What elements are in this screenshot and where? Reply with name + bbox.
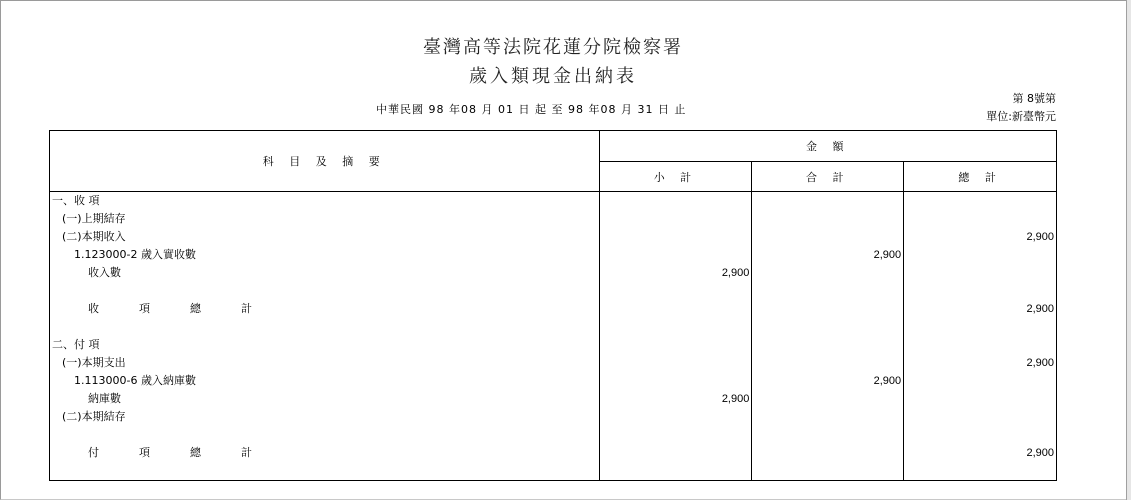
subtotal-cell bbox=[599, 210, 752, 228]
report-title: 歲入類現金出納表 bbox=[469, 66, 637, 87]
row-label bbox=[50, 426, 600, 444]
row-label bbox=[50, 390, 600, 408]
total-cell bbox=[752, 336, 904, 354]
total-cell bbox=[752, 210, 904, 228]
table-row bbox=[50, 390, 1057, 408]
table-row bbox=[50, 336, 1057, 354]
row-label-text: 1.113000-6 歲入納庫數 bbox=[74, 374, 196, 387]
row-label bbox=[50, 336, 600, 354]
grand-total-column-header: 總 計 bbox=[904, 162, 1057, 192]
row-label bbox=[50, 282, 600, 300]
subtotal-cell bbox=[599, 246, 752, 264]
row-label-text: 付項總計 bbox=[88, 446, 292, 459]
row-label bbox=[50, 210, 600, 228]
grand-total-cell bbox=[904, 462, 1057, 481]
total-cell bbox=[752, 264, 904, 282]
cash-statement-table bbox=[49, 130, 1057, 481]
agency-title: 臺灣高等法院花蓮分院檢察署 bbox=[423, 37, 683, 58]
table-row bbox=[50, 408, 1057, 426]
row-label-text: 收項總計 bbox=[88, 302, 292, 315]
grand-total-cell: 2,900 bbox=[904, 444, 1057, 462]
total-cell bbox=[752, 192, 904, 211]
table-row bbox=[50, 300, 1057, 318]
subtotal-cell bbox=[599, 282, 752, 300]
row-label-text: 一、收 項 bbox=[52, 194, 100, 207]
total-cell bbox=[752, 282, 904, 300]
total-cell bbox=[752, 408, 904, 426]
grand-total-cell bbox=[904, 390, 1057, 408]
row-label bbox=[50, 372, 600, 390]
subtotal-cell bbox=[599, 408, 752, 426]
row-label-text: 二、付 項 bbox=[52, 338, 100, 351]
subtotal-cell bbox=[599, 444, 752, 462]
subtotal-cell: 2,900 bbox=[599, 390, 752, 408]
subtotal-cell bbox=[599, 462, 752, 481]
row-label-text: (二)本期收入 bbox=[62, 230, 126, 243]
row-label-text: (一)上期結存 bbox=[62, 212, 126, 225]
total-cell bbox=[752, 318, 904, 336]
subtotal-cell bbox=[599, 372, 752, 390]
grand-total-cell bbox=[904, 372, 1057, 390]
scrollbar-track[interactable] bbox=[1126, 0, 1131, 500]
grand-total-cell bbox=[904, 192, 1057, 211]
table-row bbox=[50, 192, 1057, 211]
row-label bbox=[50, 192, 600, 211]
subtotal-cell bbox=[599, 318, 752, 336]
row-label bbox=[50, 408, 600, 426]
total-cell bbox=[752, 426, 904, 444]
grand-total-cell bbox=[904, 426, 1057, 444]
subtotal-column-header: 小 計 bbox=[599, 162, 752, 192]
total-cell: 2,900 bbox=[752, 246, 904, 264]
total-cell bbox=[752, 354, 904, 372]
subtotal-cell: 2,900 bbox=[599, 264, 752, 282]
row-label-text: 收入數 bbox=[88, 266, 121, 279]
subject-column-header: 科 目 及 摘 要 bbox=[50, 131, 600, 192]
subtotal-cell bbox=[599, 354, 752, 372]
row-label bbox=[50, 354, 600, 372]
grand-total-cell bbox=[904, 210, 1057, 228]
table-row bbox=[50, 444, 1057, 462]
header-row-1 bbox=[50, 131, 1057, 162]
grand-total-cell: 2,900 bbox=[904, 354, 1057, 372]
report-period: 中華民國 98 年08 月 01 日 起 至 98 年08 月 31 日 止 bbox=[376, 103, 687, 116]
row-label-text: 納庫數 bbox=[88, 392, 121, 405]
total-cell bbox=[752, 444, 904, 462]
currency-unit: 單位:新臺幣元 bbox=[986, 110, 1056, 123]
grand-total-cell bbox=[904, 246, 1057, 264]
amount-column-header: 金 額 bbox=[599, 131, 1056, 162]
row-label-text: (二)本期結存 bbox=[62, 410, 126, 423]
grand-total-cell bbox=[904, 282, 1057, 300]
subtotal-cell bbox=[599, 426, 752, 444]
table-row bbox=[50, 282, 1057, 300]
table-row bbox=[50, 246, 1057, 264]
grand-total-cell bbox=[904, 264, 1057, 282]
row-label bbox=[50, 228, 600, 246]
total-column-header: 合 計 bbox=[752, 162, 904, 192]
total-cell bbox=[752, 300, 904, 318]
grand-total-cell bbox=[904, 336, 1057, 354]
grand-total-cell: 2,900 bbox=[904, 228, 1057, 246]
subtotal-cell bbox=[599, 228, 752, 246]
total-cell bbox=[752, 228, 904, 246]
table-row bbox=[50, 264, 1057, 282]
table-row bbox=[50, 228, 1057, 246]
table-row bbox=[50, 210, 1057, 228]
row-label-text: 1.123000-2 歲入實收數 bbox=[74, 248, 196, 261]
row-label bbox=[50, 318, 600, 336]
subtotal-cell bbox=[599, 300, 752, 318]
row-label bbox=[50, 246, 600, 264]
table-row bbox=[50, 426, 1057, 444]
grand-total-cell: 2,900 bbox=[904, 300, 1057, 318]
row-label bbox=[50, 444, 600, 462]
row-label bbox=[50, 264, 600, 282]
row-label-text: (一)本期支出 bbox=[62, 356, 126, 369]
row-label bbox=[50, 300, 600, 318]
subtotal-cell bbox=[599, 192, 752, 211]
sheet-number: 第 8號第 bbox=[1012, 92, 1056, 105]
row-label bbox=[50, 462, 600, 481]
table-row bbox=[50, 372, 1057, 390]
total-cell bbox=[752, 462, 904, 481]
total-cell: 2,900 bbox=[752, 372, 904, 390]
table-row bbox=[50, 354, 1057, 372]
grand-total-cell bbox=[904, 318, 1057, 336]
table-row bbox=[50, 318, 1057, 336]
grand-total-cell bbox=[904, 408, 1057, 426]
subtotal-cell bbox=[599, 336, 752, 354]
table-row bbox=[50, 462, 1057, 481]
total-cell bbox=[752, 390, 904, 408]
